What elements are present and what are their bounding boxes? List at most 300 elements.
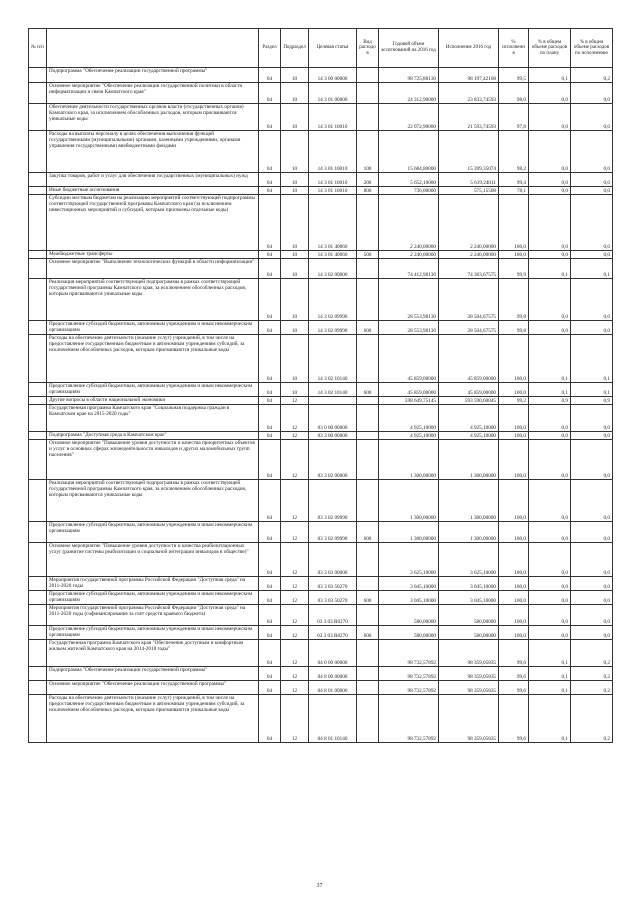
cell-csr: 03 3 00 00000	[309, 432, 357, 440]
cell-pct: 99,8	[499, 321, 529, 335]
cell-num	[29, 626, 47, 640]
table-row	[29, 667, 613, 681]
table-row	[29, 259, 613, 279]
cell-plan: 98 732,57892	[379, 681, 439, 695]
cell-s1: 0,1	[529, 335, 571, 383]
cell-pct: 100,0	[499, 577, 529, 591]
cell-s1: 0,1	[529, 667, 571, 681]
cell-s1: 0,0	[529, 195, 571, 251]
cell-csr: 14 3 02 00000	[309, 259, 357, 279]
table-row	[29, 626, 613, 640]
cell-csr: 04 8 01 10140	[309, 695, 357, 743]
cell-razdel: 04	[259, 605, 281, 626]
cell-pct: 100,0	[499, 440, 529, 480]
budget-table-page	[28, 28, 612, 743]
table-row	[29, 83, 613, 104]
cell-vr	[357, 577, 379, 591]
cell-s2: 0,2	[571, 695, 613, 743]
table-row	[29, 131, 613, 173]
cell-pct: 99,8	[499, 279, 529, 321]
cell-podrazdel: 10	[281, 251, 309, 259]
cell-s2: 0,0	[571, 187, 613, 195]
cell-name: Расходы на выплаты персоналу в целях обеспечения выполнения функций государственными (муниципальными) органами, казенными учреждениями, органами управления государственными внебюджетными фондами	[47, 131, 259, 173]
cell-razdel: 04	[259, 640, 281, 667]
cell-vr: 600	[357, 591, 379, 605]
cell-plan: 28 553,98130	[379, 279, 439, 321]
cell-vr	[357, 543, 379, 577]
cell-isp: 98 359,05835	[439, 640, 499, 667]
table-row	[29, 335, 613, 383]
cell-razdel: 04	[259, 681, 281, 695]
cell-csr: 14 3 01 00000	[309, 83, 357, 104]
cell-s1: 0,0	[529, 591, 571, 605]
cell-isp: 1 300,00000	[439, 480, 499, 522]
cell-razdel: 04	[259, 480, 281, 522]
cell-name: Другие вопросы в области национальной экономики	[47, 397, 259, 405]
cell-s1: 0,0	[529, 83, 571, 104]
cell-s2: 0,0	[571, 605, 613, 626]
cell-num	[29, 405, 47, 432]
cell-plan: 580,00000	[379, 626, 439, 640]
cell-vr	[357, 279, 379, 321]
cell-csr: 14 3 02 10140	[309, 383, 357, 397]
cell-isp: 28 504,67575	[439, 279, 499, 321]
cell-s2: 0,0	[571, 543, 613, 577]
cell-name: Подпрограмма "Обеспечение реализации государственной программы"	[47, 68, 259, 83]
table-row	[29, 68, 613, 83]
cell-isp: 2 240,00000	[439, 251, 499, 259]
cell-razdel: 04	[259, 591, 281, 605]
cell-s1: 0,9	[529, 397, 571, 405]
cell-s2: 0,0	[571, 195, 613, 251]
cell-s1: 0,1	[529, 640, 571, 667]
cell-s1: 0,1	[529, 681, 571, 695]
cell-name: Основное мероприятие "Обеспечение реализации государственной программы"	[47, 681, 259, 695]
cell-pct: 98,2	[499, 131, 529, 173]
cell-razdel: 04	[259, 397, 281, 405]
cell-num	[29, 577, 47, 591]
cell-csr: 14 3 01 40060	[309, 251, 357, 259]
table-row	[29, 405, 613, 432]
cell-plan: 3 045,10000	[379, 577, 439, 591]
table-row	[29, 173, 613, 187]
table-row	[29, 440, 613, 480]
cell-pct: 99,6	[499, 640, 529, 667]
cell-num	[29, 440, 47, 480]
cell-name: Расходы на обеспечение деятельности (оказание услуг) учреждений, в том числе на предоставление государственным бюджетным и автономным учреждениям субсидий, за исключением обособленных расходов, которым присваиваются уникальные коды	[47, 335, 259, 383]
cell-plan: 3 045,10000	[379, 591, 439, 605]
cell-isp: 98 359,05835	[439, 667, 499, 681]
cell-podrazdel: 12	[281, 440, 309, 480]
cell-num	[29, 104, 47, 131]
cell-name: Предоставление субсидий бюджетным, автономным учреждениям и иным некоммерческим организациям	[47, 321, 259, 335]
table-row	[29, 383, 613, 397]
cell-vr	[357, 640, 379, 667]
cell-num	[29, 543, 47, 577]
cell-csr: 14 3 02 09990	[309, 321, 357, 335]
cell-s2: 0,0	[571, 251, 613, 259]
cell-razdel: 04	[259, 335, 281, 383]
cell-plan: 15 684,80000	[379, 131, 439, 173]
table-row	[29, 251, 613, 259]
cell-name: Расходы на обеспечение деятельности (оказание услуг) учреждений, в том числе на предоставление государственным бюджетным и автономным учреждениям субсидий, за исключением обособленных расходов, которым присваиваются уникальные коды	[47, 695, 259, 743]
cell-s2: 0,9	[571, 397, 613, 405]
cell-s2: 0,0	[571, 131, 613, 173]
cell-s1: 0,1	[529, 383, 571, 397]
cell-name: Мероприятия государственной программы Российской Федерации "Доступная среда" на 2011-2020 годы (софинансирование за счет средств краевого бюджета)	[47, 605, 259, 626]
header-share-execution: % в общем объеме расходов по исполнению	[571, 29, 613, 68]
cell-pct: 100,0	[499, 605, 529, 626]
cell-vr	[357, 104, 379, 131]
cell-pct: 99,6	[499, 695, 529, 743]
table-row	[29, 577, 613, 591]
cell-name: Предоставление субсидий бюджетным, автономным учреждениям и иным некоммерческим организациям	[47, 383, 259, 397]
cell-razdel: 04	[259, 626, 281, 640]
cell-plan: 4 925,10000	[379, 405, 439, 432]
cell-pct: 99,6	[499, 667, 529, 681]
cell-csr: 03 3 03 50270	[309, 591, 357, 605]
table-row	[29, 695, 613, 743]
cell-s1: 0,0	[529, 522, 571, 543]
cell-isp: 2 240,00000	[439, 195, 499, 251]
cell-plan: 98 732,57892	[379, 695, 439, 743]
cell-s1: 0,1	[529, 259, 571, 279]
cell-vr	[357, 405, 379, 432]
cell-s1: 0,1	[529, 695, 571, 743]
cell-isp: 23 833,74593	[439, 83, 499, 104]
cell-razdel: 04	[259, 104, 281, 131]
cell-num	[29, 522, 47, 543]
cell-s2: 0,1	[571, 335, 613, 383]
table-row	[29, 104, 613, 131]
cell-plan: 45 859,00000	[379, 335, 439, 383]
cell-csr: 03 3 03 50270	[309, 577, 357, 591]
cell-s2: 0,0	[571, 104, 613, 131]
cell-podrazdel: 12	[281, 695, 309, 743]
cell-plan: 1 300,00000	[379, 522, 439, 543]
cell-plan: 98 732,57892	[379, 640, 439, 667]
cell-podrazdel: 10	[281, 68, 309, 83]
cell-name: Основное мероприятие "Повышение уровня доступности и качества реабилитационных услуг (развитие системы реабилитации и социальной интеграции инвалидов в обществе)"	[47, 543, 259, 577]
cell-name: Основное мероприятие "Обеспечение реализации государственной политики в области информатизации и связи Камчатского края"	[47, 83, 259, 104]
cell-vr: 600	[357, 626, 379, 640]
cell-s2: 0,0	[571, 279, 613, 321]
cell-podrazdel: 10	[281, 279, 309, 321]
cell-razdel: 04	[259, 321, 281, 335]
cell-pct: 100,0	[499, 335, 529, 383]
table-header-row	[29, 29, 613, 68]
cell-num	[29, 335, 47, 383]
cell-s2: 0,0	[571, 626, 613, 640]
cell-isp: 4 925,10000	[439, 432, 499, 440]
cell-vr	[357, 605, 379, 626]
cell-razdel: 04	[259, 83, 281, 104]
cell-pct: 78,1	[499, 187, 529, 195]
cell-pct: 100,0	[499, 626, 529, 640]
cell-isp: 3 045,10000	[439, 577, 499, 591]
header-expense-type: Вид расходов	[357, 29, 379, 68]
cell-s2: 0,2	[571, 640, 613, 667]
cell-podrazdel: 10	[281, 173, 309, 187]
table-row	[29, 522, 613, 543]
header-razdel: Раздел	[259, 29, 281, 68]
cell-plan: 45 859,00000	[379, 383, 439, 397]
cell-plan: 5 652,10000	[379, 173, 439, 187]
cell-podrazdel: 10	[281, 131, 309, 173]
cell-razdel: 04	[259, 522, 281, 543]
cell-num	[29, 383, 47, 397]
cell-pct: 100,0	[499, 432, 529, 440]
cell-csr	[309, 397, 357, 405]
cell-podrazdel: 12	[281, 681, 309, 695]
cell-s2: 0,0	[571, 83, 613, 104]
cell-razdel: 04	[259, 173, 281, 187]
cell-num	[29, 667, 47, 681]
cell-pct: 100,0	[499, 195, 529, 251]
cell-name: Мероприятия государственной программы Российской Федерации "Доступная среда" на 2011-2020 годы	[47, 577, 259, 591]
cell-num	[29, 681, 47, 695]
cell-isp: 4 925,10000	[439, 405, 499, 432]
table-row	[29, 279, 613, 321]
cell-num	[29, 605, 47, 626]
cell-pct: 99,9	[499, 259, 529, 279]
cell-isp: 74 363,67575	[439, 259, 499, 279]
cell-name: Государственная программа Камчатского края "Социальная поддержка граждан в Камчатском крае на 2015-2020 годы"	[47, 405, 259, 432]
cell-razdel: 04	[259, 577, 281, 591]
cell-s2: 0,2	[571, 681, 613, 695]
cell-podrazdel: 10	[281, 187, 309, 195]
cell-isp: 5 619,24011	[439, 173, 499, 187]
cell-name: Предоставление субсидий бюджетным, автономным учреждениям и иным некоммерческим организациям	[47, 626, 259, 640]
cell-num	[29, 251, 47, 259]
cell-num	[29, 68, 47, 83]
cell-plan: 3 625,10000	[379, 543, 439, 577]
cell-vr	[357, 83, 379, 104]
cell-razdel: 04	[259, 543, 281, 577]
cell-vr	[357, 667, 379, 681]
cell-razdel: 04	[259, 68, 281, 83]
header-percent-executed: % исполнения	[499, 29, 529, 68]
cell-podrazdel: 10	[281, 321, 309, 335]
cell-s1: 0,0	[529, 279, 571, 321]
cell-plan: 598 649,75145	[379, 397, 439, 405]
cell-name: Межбюджетные трансферты	[47, 251, 259, 259]
cell-s2: 0,0	[571, 321, 613, 335]
cell-plan: 580,00000	[379, 605, 439, 626]
cell-name: Реализация мероприятий соответствующей подпрограммы в рамках соответствующей государственной программы Камчатского края, за исключением обособленных расходов, которым присваиваются уникальные коды	[47, 480, 259, 522]
cell-pct: 100,0	[499, 543, 529, 577]
cell-csr: 14 3 01 10010	[309, 173, 357, 187]
cell-name: Основное мероприятие "Повышение уровня доступности и качества приоритетных объектов и услуг в основных сферах жизнедеятельности инвалидов и других маломобильных групп населения"	[47, 440, 259, 480]
cell-razdel: 04	[259, 440, 281, 480]
table-row	[29, 321, 613, 335]
cell-num	[29, 131, 47, 173]
cell-plan: 74 412,98130	[379, 259, 439, 279]
cell-s1: 0,0	[529, 251, 571, 259]
table-row	[29, 432, 613, 440]
cell-plan: 28 553,98130	[379, 321, 439, 335]
cell-plan: 98 732,57892	[379, 667, 439, 681]
cell-isp: 98 359,05835	[439, 695, 499, 743]
cell-razdel: 04	[259, 259, 281, 279]
header-name	[47, 29, 259, 68]
cell-vr	[357, 695, 379, 743]
table-row	[29, 681, 613, 695]
cell-plan: 2 240,00000	[379, 195, 439, 251]
cell-razdel: 04	[259, 251, 281, 259]
cell-s1: 0,0	[529, 577, 571, 591]
cell-podrazdel: 12	[281, 605, 309, 626]
cell-csr: 14 3 01 40060	[309, 195, 357, 251]
cell-name: Подпрограмма "Обеспечение реализации государственной программы"	[47, 667, 259, 681]
cell-isp: 45 859,00000	[439, 335, 499, 383]
cell-isp: 45 859,00000	[439, 383, 499, 397]
cell-podrazdel: 12	[281, 577, 309, 591]
cell-num	[29, 259, 47, 279]
cell-plan: 2 240,00000	[379, 251, 439, 259]
cell-csr: 03 3 02 00000	[309, 440, 357, 480]
cell-razdel: 04	[259, 195, 281, 251]
cell-csr: 14 3 02 09990	[309, 279, 357, 321]
cell-csr: 14 3 01 10010	[309, 187, 357, 195]
cell-isp: 575,15508	[439, 187, 499, 195]
cell-s2: 0,2	[571, 667, 613, 681]
cell-pct: 100,0	[499, 522, 529, 543]
cell-pct: 100,0	[499, 405, 529, 432]
cell-s2: 0,1	[571, 259, 613, 279]
cell-s1: 0,0	[529, 543, 571, 577]
cell-pct: 99,6	[499, 681, 529, 695]
cell-razdel: 04	[259, 187, 281, 195]
cell-s1: 0,0	[529, 440, 571, 480]
cell-podrazdel: 12	[281, 480, 309, 522]
cell-csr: 04 8 00 00000	[309, 667, 357, 681]
cell-isp: 1 300,00000	[439, 440, 499, 480]
cell-num	[29, 195, 47, 251]
table-row	[29, 591, 613, 605]
cell-s2: 0,0	[571, 440, 613, 480]
cell-isp: 3 625,10000	[439, 543, 499, 577]
cell-podrazdel: 10	[281, 383, 309, 397]
cell-name: Обеспечение деятельности государственных органов власти (государственных органов) Камчатского края, за исключением обособленных расходов, которым присваиваются уникальные коды	[47, 104, 259, 131]
cell-name: Предоставление субсидий бюджетным, автономным учреждениям и иным некоммерческим организациям	[47, 591, 259, 605]
cell-plan: 22 072,90000	[379, 104, 439, 131]
budget-execution-table	[28, 28, 613, 743]
cell-isp: 98 197,42168	[439, 68, 499, 83]
cell-razdel: 04	[259, 405, 281, 432]
cell-podrazdel: 10	[281, 259, 309, 279]
cell-isp: 98 359,05835	[439, 681, 499, 695]
cell-podrazdel: 12	[281, 405, 309, 432]
cell-vr: 600	[357, 383, 379, 397]
cell-plan: 4 925,10000	[379, 432, 439, 440]
cell-csr: 03 0 00 00000	[309, 405, 357, 432]
table-row	[29, 480, 613, 522]
cell-pct: 100,0	[499, 480, 529, 522]
cell-name: Предоставление субсидий бюджетным, автономным учреждениям и иным некоммерческим организациям	[47, 522, 259, 543]
table-row	[29, 187, 613, 195]
cell-isp: 593 590,60045	[439, 397, 499, 405]
cell-s1: 0,0	[529, 104, 571, 131]
cell-vr: 800	[357, 187, 379, 195]
cell-num	[29, 187, 47, 195]
cell-csr: 04 0 00 00000	[309, 640, 357, 667]
table-row	[29, 397, 613, 405]
cell-s2: 0,0	[571, 522, 613, 543]
cell-num	[29, 480, 47, 522]
cell-csr: 03 3 03 R0270	[309, 626, 357, 640]
cell-s2: 0,0	[571, 173, 613, 187]
table-row	[29, 543, 613, 577]
cell-num	[29, 279, 47, 321]
cell-isp: 580,00000	[439, 605, 499, 626]
cell-razdel: 04	[259, 667, 281, 681]
table-row	[29, 605, 613, 626]
header-annual-plan: Годовой объем ассигнований на 2016 год	[379, 29, 439, 68]
cell-csr: 14 3 02 10140	[309, 335, 357, 383]
cell-vr	[357, 480, 379, 522]
cell-s1: 0,0	[529, 626, 571, 640]
cell-csr: 03 3 02 09990	[309, 480, 357, 522]
cell-s1: 0,0	[529, 131, 571, 173]
cell-podrazdel: 12	[281, 626, 309, 640]
cell-s1: 0,0	[529, 173, 571, 187]
cell-s2: 0,0	[571, 577, 613, 591]
cell-s1: 0,0	[529, 187, 571, 195]
cell-s1: 0,0	[529, 405, 571, 432]
cell-pct: 100,0	[499, 591, 529, 605]
cell-plan: 1 300,00000	[379, 440, 439, 480]
cell-vr: 600	[357, 321, 379, 335]
table-row	[29, 640, 613, 667]
cell-num	[29, 695, 47, 743]
cell-s2: 0,2	[571, 68, 613, 83]
cell-s1: 0,0	[529, 480, 571, 522]
cell-csr: 14 3 01 10010	[309, 131, 357, 173]
cell-s2: 0,0	[571, 405, 613, 432]
cell-podrazdel: 10	[281, 83, 309, 104]
cell-plan: 1 300,00000	[379, 480, 439, 522]
cell-vr	[357, 335, 379, 383]
cell-name: Иные бюджетные ассигнования	[47, 187, 259, 195]
cell-csr: 03 3 02 09990	[309, 522, 357, 543]
cell-s1: 0,0	[529, 432, 571, 440]
cell-podrazdel: 10	[281, 335, 309, 383]
cell-isp: 3 045,10000	[439, 591, 499, 605]
cell-csr: 03 3 03 00000	[309, 543, 357, 577]
cell-razdel: 04	[259, 279, 281, 321]
cell-name: Реализация мероприятий соответствующей подпрограммы в рамках соответствующей государственной программы Камчатского края, за исключением обособленных расходов, которым присваиваются уникальные коды	[47, 279, 259, 321]
cell-pct: 98,0	[499, 83, 529, 104]
cell-podrazdel: 12	[281, 667, 309, 681]
cell-podrazdel: 12	[281, 543, 309, 577]
cell-pct: 99,4	[499, 173, 529, 187]
cell-isp: 28 504,67575	[439, 321, 499, 335]
cell-isp: 21 593,74593	[439, 104, 499, 131]
header-target-article: Целевая статья	[309, 29, 357, 68]
cell-podrazdel: 12	[281, 432, 309, 440]
cell-s1: 0,1	[529, 68, 571, 83]
cell-pct: 100,0	[499, 383, 529, 397]
cell-name: Субсидии местным бюджетам на реализацию мероприятий соответствующей подпрограммы соответствующей государственной программы Камчатского края (за исключением инвестиционных мероприятий и субсидий, которым присвоены отдельные коды)	[47, 195, 259, 251]
cell-s2: 0,0	[571, 591, 613, 605]
cell-num	[29, 432, 47, 440]
cell-pct: 97,8	[499, 104, 529, 131]
cell-pct: 99,2	[499, 397, 529, 405]
cell-s2: 0,0	[571, 432, 613, 440]
table-row	[29, 195, 613, 251]
cell-pct: 100,0	[499, 251, 529, 259]
